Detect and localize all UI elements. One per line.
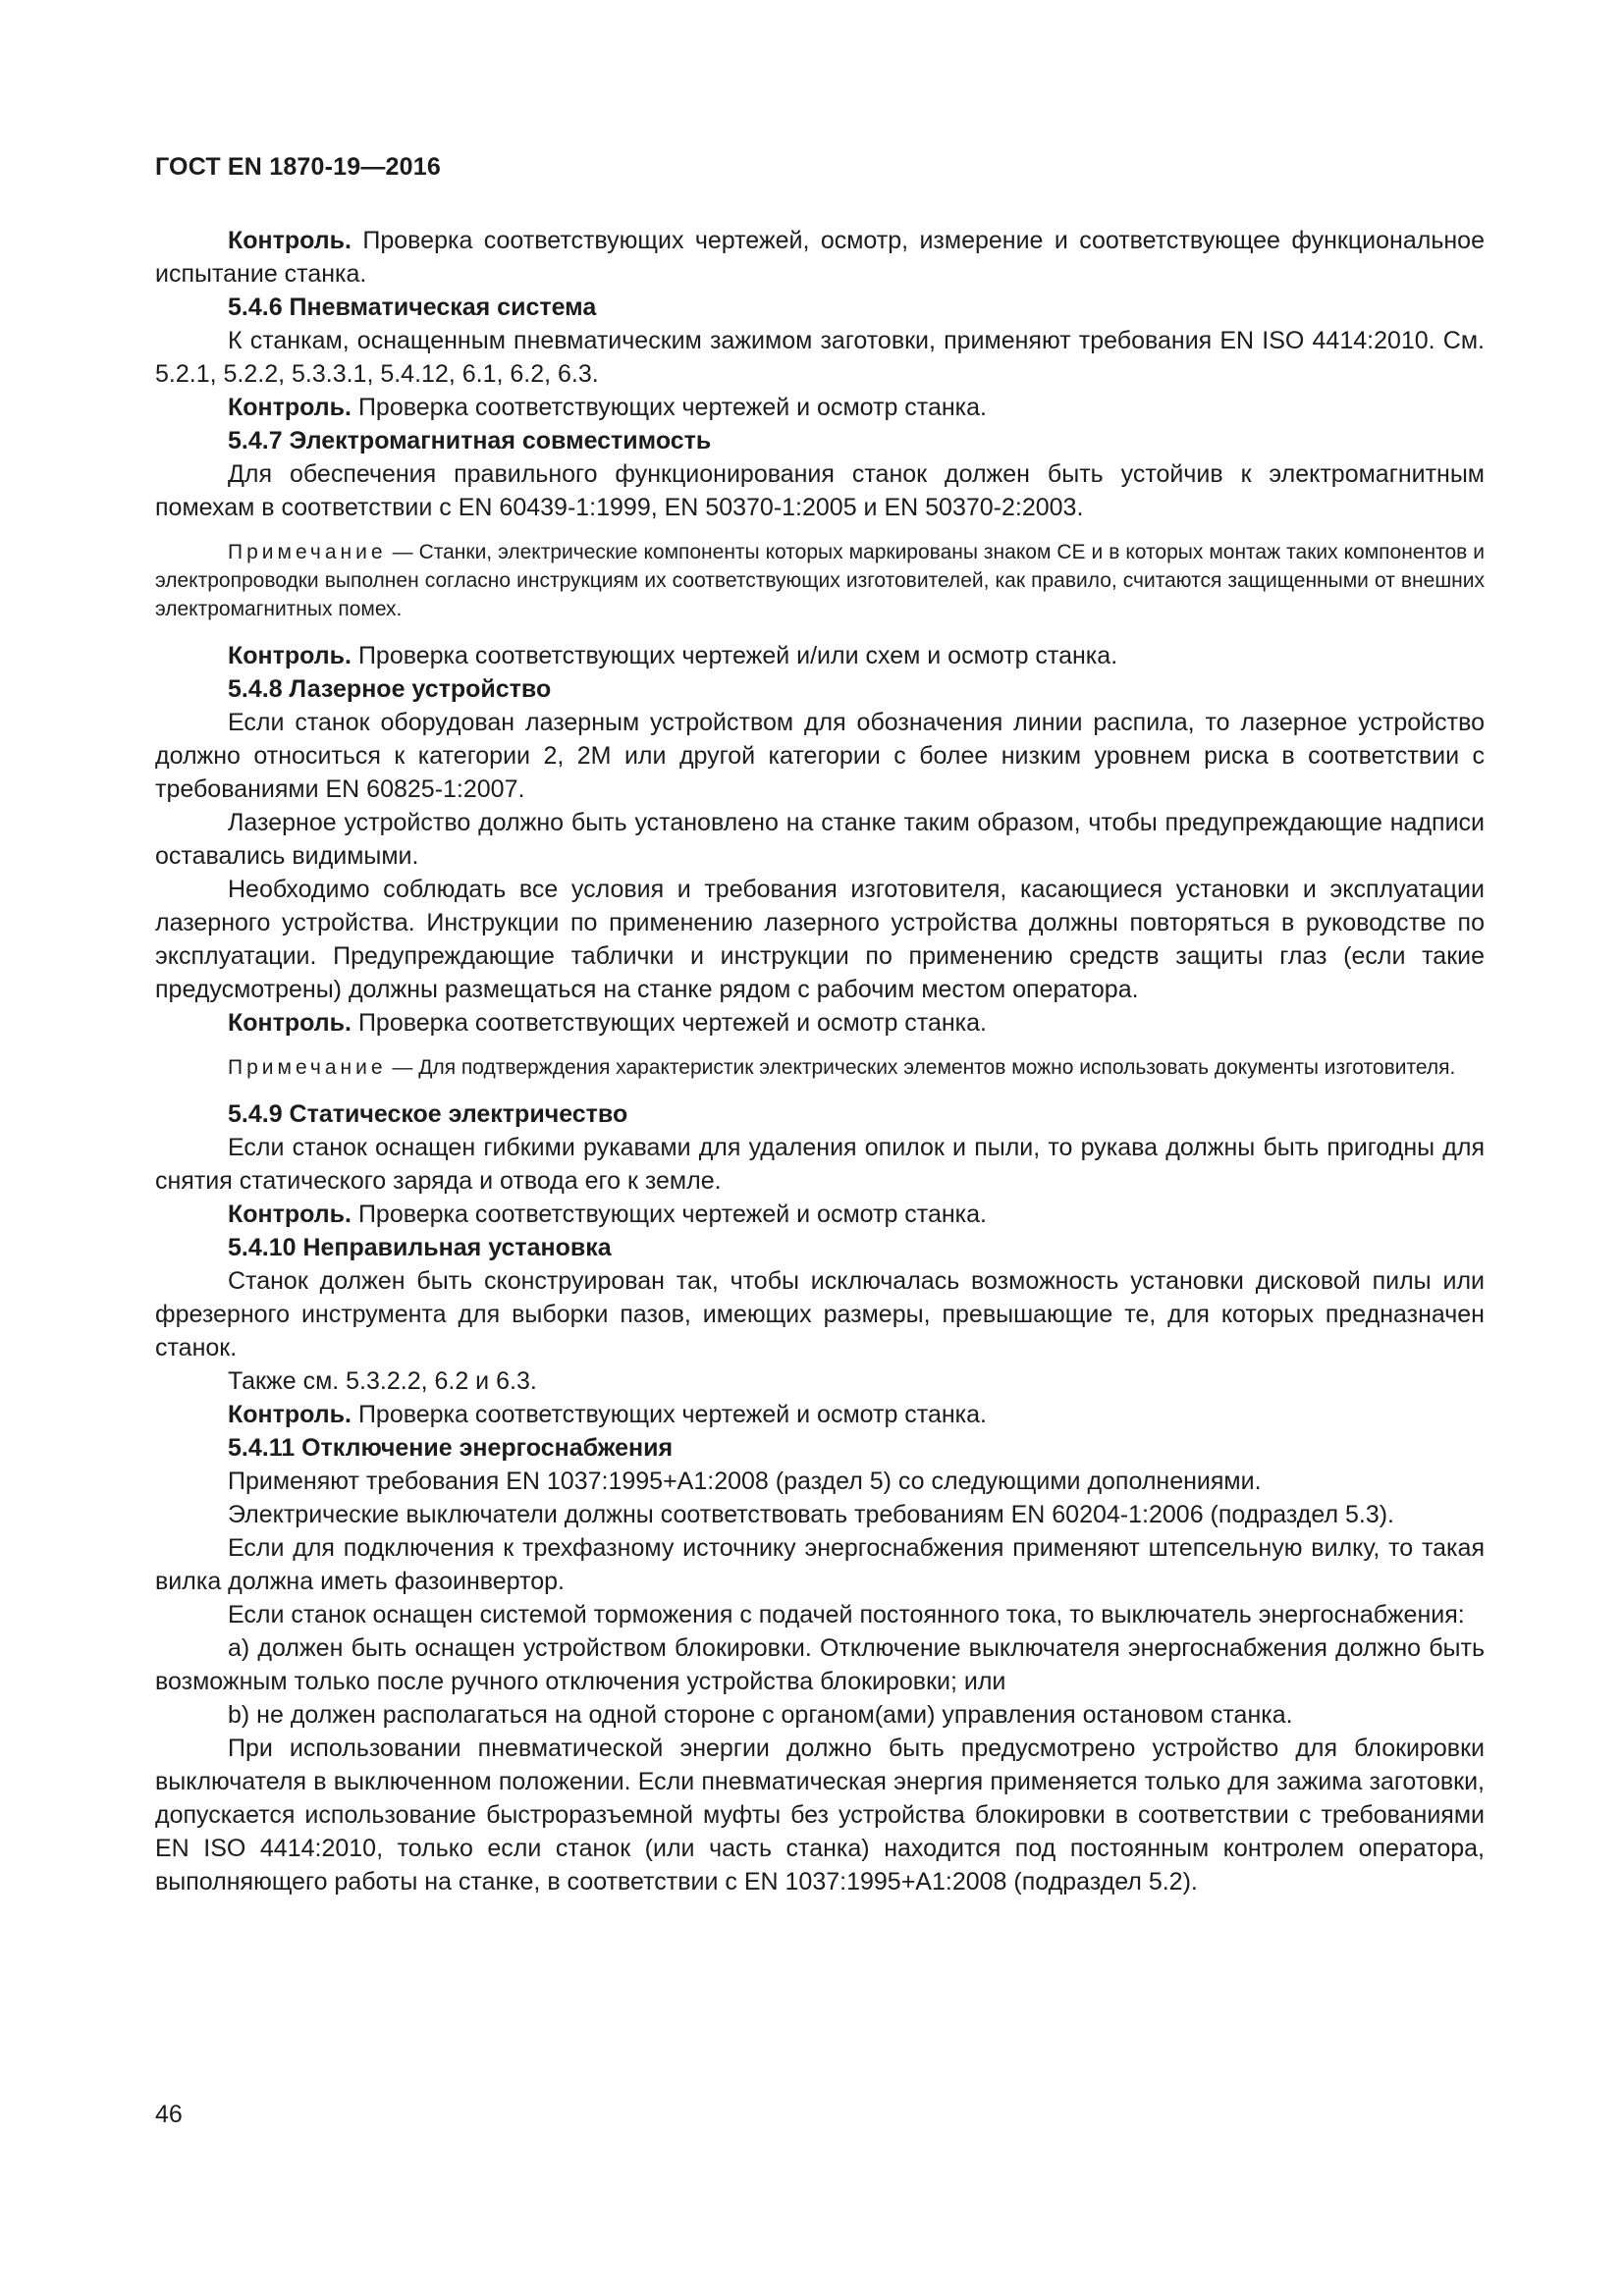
- paragraph: Если станок оборудован лазерным устройством для обозначения линии распила, то лазерное устройство должно относиться к категории 2, 2М или другой категории с более низким уровнем риска в соответствии с требованиями EN 60825-1:2007.: [155, 709, 1485, 803]
- note-label: Примечание: [228, 541, 387, 563]
- control-text: Проверка соответствующих чертежей и осмотр станка.: [357, 394, 988, 421]
- note-separator: —: [392, 1056, 413, 1079]
- paragraph: Электрические выключатели должны соответствовать требованиям EN 60204-1:2006 (подраздел 5.3).: [228, 1501, 1395, 1528]
- control-text: Проверка соответствующих чертежей, осмотр, измерение и соответствующее функциональное испытание станка.: [155, 227, 1485, 288]
- paragraph: Также см. 5.3.2.2, 6.2 и 6.3.: [228, 1367, 537, 1395]
- note-separator: —: [392, 541, 413, 563]
- note-text: Станки, электрические компоненты которых маркированы знаком CE и в которых монтаж таких компонентов и электропроводки выполнен согласно инструкциям их соответствующих изготовителей, как правило, считаются защищенными от внешних электромагнитных помех.: [155, 541, 1486, 620]
- section-heading-5-4-6: 5.4.6 Пневматическая система: [228, 294, 597, 321]
- control-paragraph: [155, 224, 1485, 291]
- page-content: [155, 224, 1485, 1898]
- control-label: Контроль.: [228, 642, 352, 669]
- paragraph: Необходимо соблюдать все условия и требования изготовителя, касающиеся установки и эксплуатации лазерного устройства. Инструкции по применению лазерного устройства должны повторяться в руководстве по эксплуатации. Предупреждающие таблички и инструкции по применению средств защиты глаз (если такие предусмотрены) должны размещаться на станке рядом с рабочим местом оператора.: [155, 876, 1485, 1003]
- paragraph: Станок должен быть сконструирован так, чтобы исключалась возможность установки дисковой пилы или фрезерного инструмента для выборки пазов, имеющих размеры, превышающие те, для которых предназначен станок.: [155, 1267, 1485, 1362]
- control-text: Проверка соответствующих чертежей и осмотр станка.: [357, 1201, 988, 1228]
- control-paragraph: [155, 1006, 1485, 1040]
- control-label: Контроль.: [228, 1009, 352, 1037]
- control-paragraph: [155, 391, 1485, 424]
- paragraph: Применяют требования EN 1037:1995+A1:2008 (раздел 5) со следующими дополнениями.: [228, 1468, 1262, 1495]
- paragraph: Если для подключения к трехфазному источнику энергоснабжения применяют штепсельную вилку, то такая вилка должна иметь фазоинвертор.: [155, 1534, 1485, 1595]
- control-paragraph: [155, 639, 1485, 672]
- note-label: Примечание: [228, 1056, 387, 1079]
- section-heading-5-4-8: 5.4.8 Лазерное устройство: [228, 675, 552, 703]
- control-label: Контроль.: [228, 394, 352, 421]
- control-text: Проверка соответствующих чертежей и осмотр станка.: [357, 1009, 988, 1037]
- control-paragraph: [155, 1398, 1485, 1431]
- control-label: Контроль.: [228, 1401, 352, 1428]
- paragraph: Если станок оснащен гибкими рукавами для удаления опилок и пыли, то рукава должны быть пригодны для снятия статического заряда и отвода его к земле.: [155, 1134, 1485, 1195]
- note-text: Для подтверждения характеристик электрических элементов можно использовать документы изготовителя.: [418, 1056, 1456, 1079]
- section-heading-5-4-9: 5.4.9 Статическое электричество: [228, 1100, 628, 1128]
- page-header-standard: ГОСТ EN 1870-19—2016: [155, 153, 441, 181]
- note: [155, 1053, 1485, 1082]
- paragraph: Если станок оснащен системой торможения с подачей постоянного тока, то выключатель энергоснабжения:: [228, 1601, 1465, 1629]
- section-heading-5-4-7: 5.4.7 Электромагнитная совместимость: [228, 427, 712, 454]
- control-label: Контроль.: [228, 227, 352, 254]
- control-text: Проверка соответствующих чертежей и осмотр станка.: [357, 1401, 988, 1428]
- paragraph: Для обеспечения правильного функционирования станок должен быть устойчив к электромагнитным помехам в соответствии с EN 60439-1:1999, EN 50370-1:2005 и EN 50370-2:2003.: [155, 460, 1485, 521]
- paragraph: К станкам, оснащенным пневматическим зажимом заготовки, применяют требования EN ISO 4414:2010. См. 5.2.1, 5.2.2, 5.3.3.1, 5.4.12, 6.1, 6.2, 6.3.: [155, 327, 1485, 388]
- note: [155, 538, 1485, 623]
- list-item-a: a) должен быть оснащен устройством блокировки. Отключение выключателя энергоснабжения должно быть возможным только после ручного отключения устройства блокировки; или: [155, 1634, 1485, 1695]
- page-number: 46: [155, 2101, 183, 2128]
- control-text: Проверка соответствующих чертежей и/или схем и осмотр станка.: [357, 642, 1118, 669]
- list-item-b: b) не должен располагаться на одной стороне с органом(ами) управления остановом станка.: [228, 1701, 1293, 1729]
- paragraph: Лазерное устройство должно быть установлено на станке таким образом, чтобы предупреждающие надписи оставались видимыми.: [155, 809, 1485, 870]
- section-heading-5-4-10: 5.4.10 Неправильная установка: [228, 1234, 612, 1261]
- control-label: Контроль.: [228, 1201, 352, 1228]
- paragraph: При использовании пневматической энергии должно быть предусмотрено устройство для блокировки выключателя в выключенном положении. Если пневматическая энергия применяется только для зажима заготовки, допускается использование быстроразъемной муфты без устройства блокировки в соответствии с требованиями EN ISO 4414:2010, только если станок (или часть станка) находится под постоянным контролем оператора, выполняющего работы на станке, в соответствии с EN 1037:1995+A1:2008 (подраздел 5.2).: [155, 1735, 1485, 1896]
- section-heading-5-4-11: 5.4.11 Отключение энергоснабжения: [228, 1434, 674, 1462]
- control-paragraph: [155, 1198, 1485, 1231]
